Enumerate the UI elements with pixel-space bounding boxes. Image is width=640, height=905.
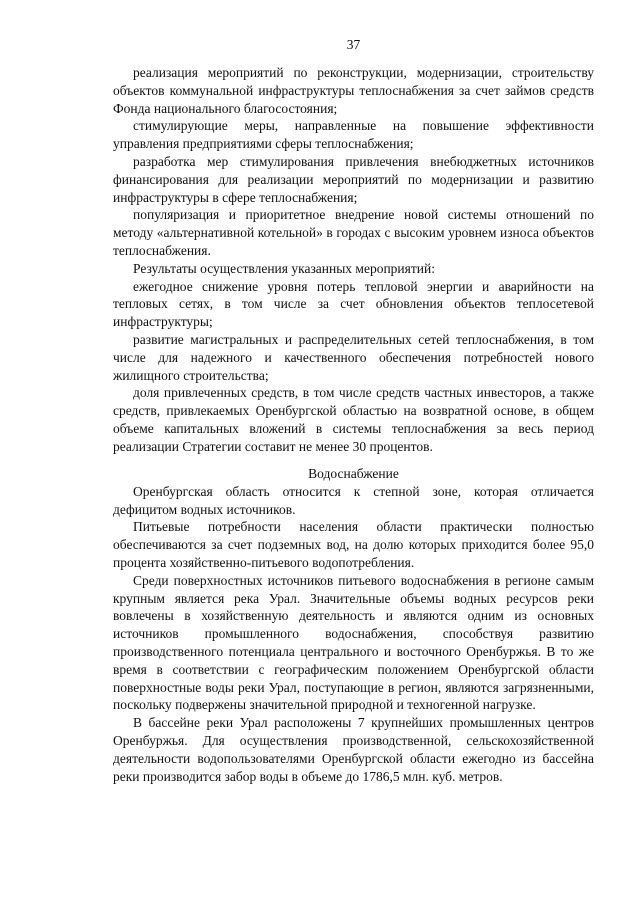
paragraph-steppe-zone: Оренбургская область относится к степной зоне, которая отличается дефицитом водных источников. <box>113 483 594 517</box>
paragraph-loss-reduction: ежегодное снижение уровня потерь тепловой энергии и аварийности на тепловых сетях, в том числе за счет обновления объектов теплосетевой инфраструктуры; <box>113 278 594 330</box>
paragraph-incentives: стимулирующие меры, направленные на повышение эффективности управления предприятиями сферы теплоснабжения; <box>113 118 594 152</box>
paragraph-results-intro: Результаты осуществления указанных мероприятий: <box>133 260 435 276</box>
paragraph-investment-share: доля привлеченных средств, в том числе средств частных инвесторов, а также средств, привлекаемых Оренбургской областью на возвратной основе, в общем объеме капитальных вложений в системы теплоснабжения за весь период реализации Стратегии составит не менее 30 процентов. <box>113 385 594 454</box>
paragraph-network-development: развитие магистральных и распределительных сетей теплоснабжения, в том числе для надежного и качественного обеспечения потребностей нового жилищного строительства; <box>113 331 594 383</box>
paragraph-reconstruction: реализация мероприятий по реконструкции, модернизации, строительству объектов коммунальной инфраструктуры теплоснабжения за счет займов средств Фонда национального благосостояния; <box>113 65 594 116</box>
water-supply-section <box>113 465 594 785</box>
measures-list <box>113 64 594 456</box>
page-number: 37 <box>346 37 361 52</box>
section-heading: Водоснабжение <box>308 466 399 481</box>
paragraph-alternative-boiler: популяризация и приоритетное внедрение новой системы отношений по методу «альтернативной котельной» в городах с высоким уровнем износа объектов теплоснабжения. <box>113 207 594 258</box>
paragraph-financing: разработка мер стимулирования привлечения внебюджетных источников финансирования для реализации мероприятий по модернизации и развитию инфраструктуры в сфере теплоснабжения; <box>113 153 594 205</box>
paragraph-groundwater: Питьевые потребности населения области практически полностью обеспечиваются за счет подземных вод, на долю которых приходится более 95,0 процента хозяйственно-питьевого водопотребления. <box>113 519 594 570</box>
paragraph-industrial-centers: В бассейне реки Урал расположены 7 крупнейших промышленных центров Оренбуржья. Для осуществления производственной, сельскохозяйственной деятельности водопользователями Оренбургской области ежегодно из бассейна реки производится забор воды в объеме до 1786,5 млн. куб. метров. <box>113 715 594 784</box>
paragraph-ural-river: Среди поверхностных источников питьевого водоснабжения в регионе самым крупным является река Урал. Значительные объемы водных ресурсов реки вовлечены в хозяйственную деятельность и являются одним из основных источников промышленного водоснабжения, способствуя развитию производственного потенциала центрального и восточного Оренбуржья. В то же время в соответствии с географическим положением Оренбургской области поверхностные воды реки Урал, поступающие в регион, являются загрязненными, поскольку подвержены значительной природной и техногенной нагрузке. <box>113 572 594 713</box>
